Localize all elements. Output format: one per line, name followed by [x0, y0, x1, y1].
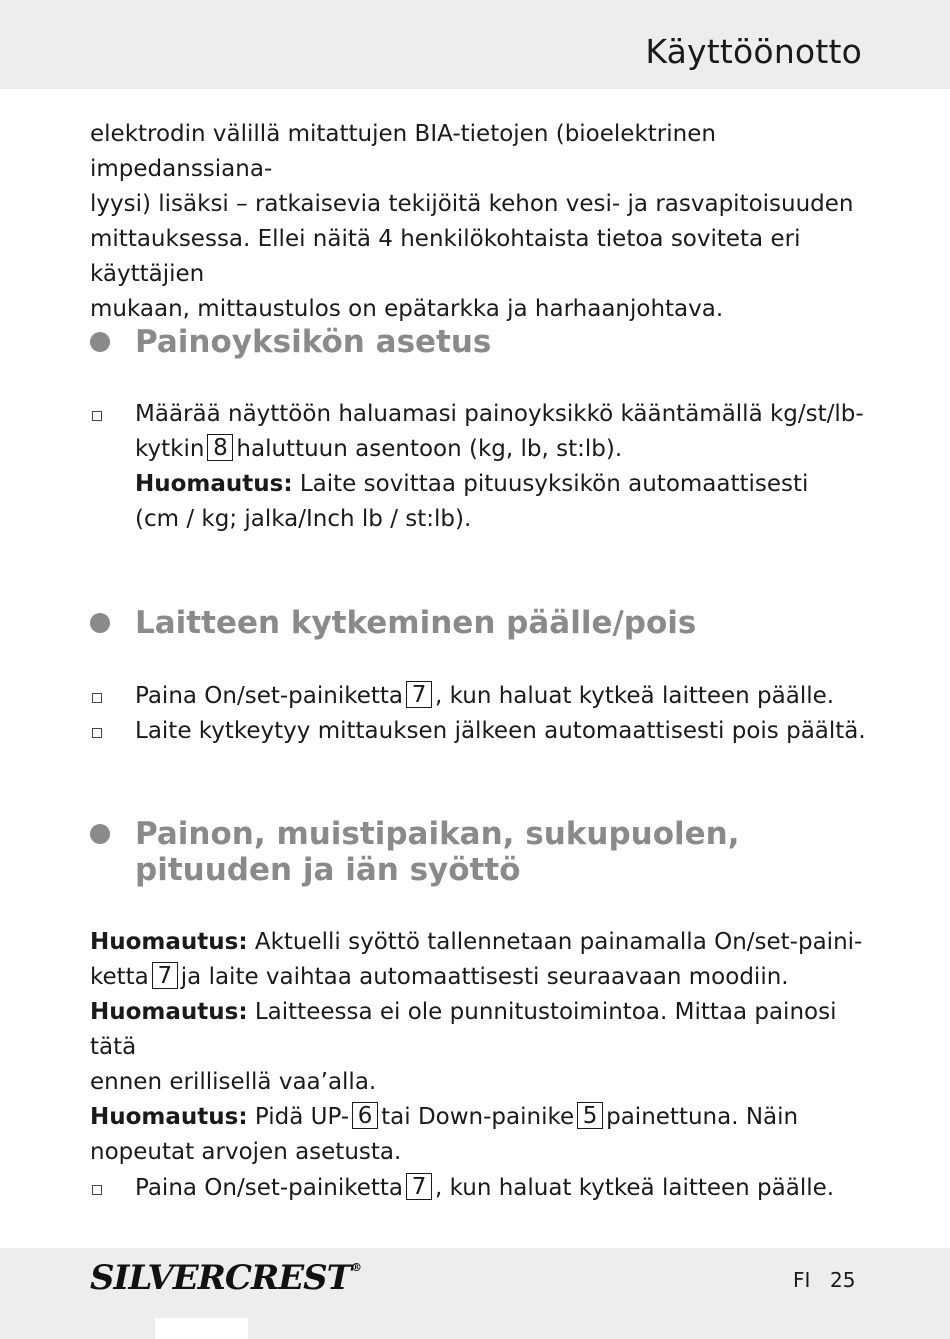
- list-item: Laite kytkeytyy mittauksen jälkeen automaattisesti pois päältä.: [90, 714, 870, 749]
- reference-number: 7: [152, 962, 178, 989]
- note-label: Huomautus:: [90, 929, 248, 955]
- intro-line: mukaan, mittaustulos on epätarkka ja harhaanjohtava.: [90, 296, 724, 322]
- reference-number: 5: [577, 1102, 603, 1129]
- list-item: Paina On/set-painiketta 7 , kun haluat kytkeä laitteen päälle.: [90, 1171, 870, 1206]
- note-label: Huomautus:: [135, 471, 293, 497]
- reference-number: 8: [207, 434, 233, 461]
- bullet-dot-icon: [90, 824, 110, 844]
- list-item: Määrää näyttöön haluamasi painoyksikkö kääntämällä kg/st/lb- kytkin 8 haluttuun asentoon (kg, lb, st:lb). Huomautus: Laite sovittaa pituusyksikön automaattisesti (cm / kg; jalka/Inch lb / st:lb).: [90, 397, 870, 537]
- notes-block: Huomautus: Aktuelli syöttö tallennetaan painamalla On/set-paini- ketta 7 ja laite vaihtaa automaattisesti seuraavaan moodiin. Huomautus: Laitteessa ei ole punnitustoimintoa. Mittaa painosi tätä ennen erillisellä vaa’alla. Huomautus: Pidä UP- 6 tai Down-painike 5 painettuna. Näin nopeutat arvojen asetusta.: [90, 929, 863, 1165]
- intro-line: lyysi) lisäksi – ratkaisevia tekijöitä kehon vesi- ja rasvapitoisuuden: [90, 191, 854, 217]
- checkbox-square-icon: [92, 728, 102, 738]
- tab-marker: [155, 1318, 248, 1339]
- intro-line: mittauksessa. Ellei näitä 4 henkilökohtaista tietoa soviteta eri käyttäjien: [90, 226, 801, 287]
- section-heading-power: Laitteen kytkeminen päälle/pois: [90, 605, 850, 641]
- page-section-title: Käyttöönotto: [645, 32, 862, 71]
- checkbox-square-icon: [92, 411, 102, 421]
- intro-line: elektrodin välillä mitattujen BIA-tietojen (bioelektrinen impedanssiana-: [90, 121, 716, 182]
- list-item: Paina On/set-painiketta 7 , kun haluat kytkeä laitteen päälle.: [90, 679, 870, 714]
- section-heading-weight-unit: Painoyksikön asetus: [90, 324, 850, 360]
- checkbox-square-icon: [92, 1185, 102, 1195]
- bullet-dot-icon: [90, 613, 110, 633]
- brand-logo: SILVERCREST®: [90, 1258, 361, 1298]
- intro-paragraph: [90, 117, 870, 327]
- note-label: Huomautus:: [90, 1104, 248, 1130]
- reference-number: 7: [406, 681, 432, 708]
- section-heading-input: Painon, muistipaikan, sukupuolen, pituuden ja iän syöttö: [90, 816, 850, 888]
- page-number: 25: [830, 1268, 856, 1292]
- checkbox-square-icon: [92, 693, 102, 703]
- bullet-dot-icon: [90, 332, 110, 352]
- reference-number: 7: [406, 1173, 432, 1200]
- reference-number: 6: [352, 1102, 378, 1129]
- language-code: FI: [793, 1268, 811, 1292]
- note-label: Huomautus:: [90, 999, 248, 1025]
